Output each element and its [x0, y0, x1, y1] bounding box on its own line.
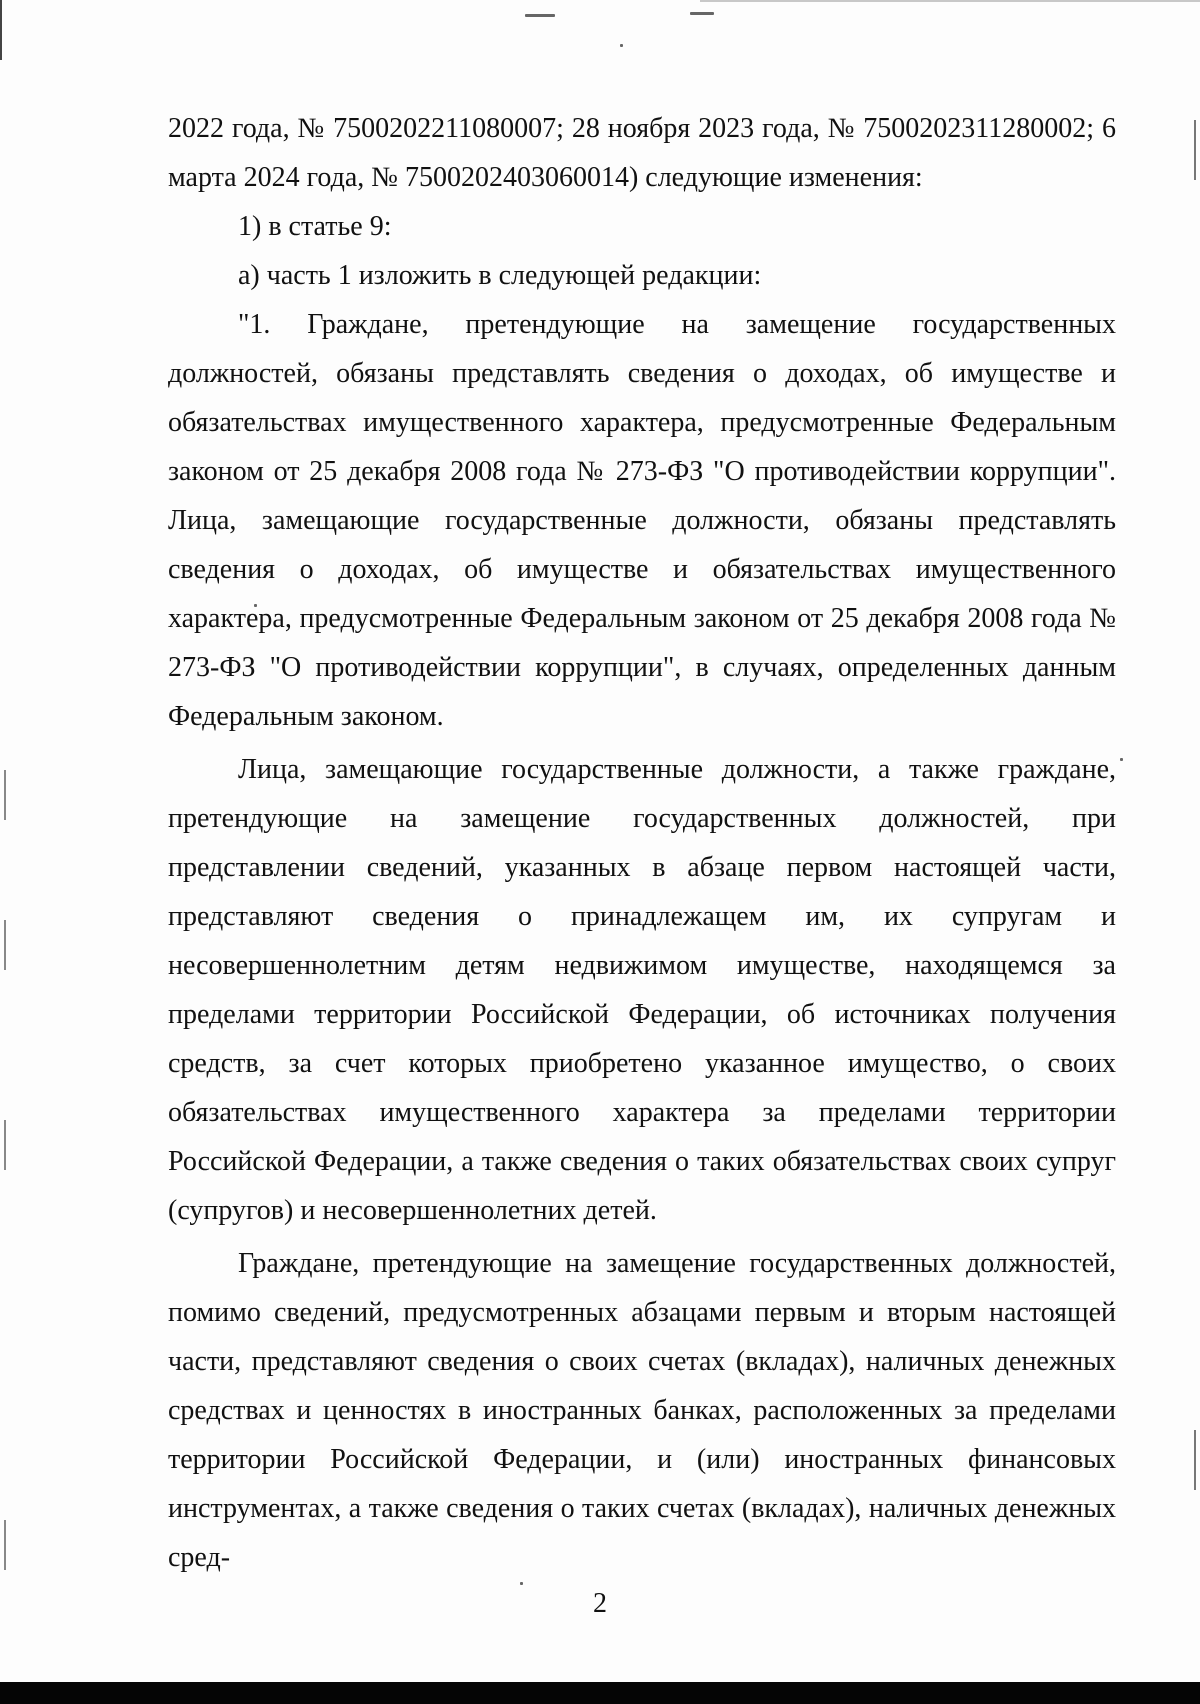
paragraph-intro: 2022 года, № 7500202211080007; 28 ноября 2023 года, № 7500202311280002; 6 марта 2024 года, № 7500202403060014) следующие изменения:: [168, 113, 1116, 193]
paragraph-item-1: 1) в статье 9:: [238, 211, 392, 242]
scan-artifact-speck: [620, 44, 623, 47]
scan-artifact-speck: [525, 14, 555, 17]
paragraph-item-1a: а) часть 1 изложить в следующей редакции:: [238, 260, 762, 291]
scan-artifact-top-line: [700, 0, 1200, 2]
scan-artifact-right-mark: [1194, 120, 1196, 180]
paragraph-part-1-first: "1. Граждане, претендующие на замещение государственных должностей, обязаны представлять сведения о доходах, об имуществе и обязательствах имущественного характера, предусмотренные Федеральным законом от 25 декабря 2008 года № 273-ФЗ "О противодействии коррупции". Лица, замещающие государственные должности, обязаны представлять сведения о доходах, об имуществе и обязательствах имущественного характера, предусмотренные Федеральным законом от 25 декабря 2008 года № 273-ФЗ "О противодействии коррупции", в случаях, определенных данным Федеральным законом.: [168, 309, 1116, 732]
scan-artifact-bottom-bar: [0, 1682, 1200, 1704]
scan-artifact-speck: [690, 12, 714, 15]
scan-artifact-left-mark: [4, 1120, 6, 1170]
page-number: 2: [593, 1588, 607, 1619]
scan-artifact-speck: [1120, 758, 1123, 761]
scan-artifact-left-mark: [4, 770, 6, 820]
scan-artifact-right-mark: [1194, 1430, 1196, 1490]
paragraph-part-1-second: Лица, замещающие государственные должности, а также граждане, претендующие на замещение государственных должностей, при представлении сведений, указанных в абзаце первом настоящей части, представляют сведения о принадлежащем им, их супругам и несовершеннолетним детям недвижимом имуществе, находящемся за пределами территории Российской Федерации, об источниках получения средств, за счет которых приобретено указанное имущество, о своих обязательствах имущественного характера за пределами территории Российской Федерации, а также сведения о таких обязательствах своих супруг (супругов) и несовершеннолетних детей.: [168, 754, 1116, 1226]
scan-artifact-left-mark: [4, 920, 6, 970]
scan-artifact-left-edge: [0, 0, 2, 60]
document-body: [168, 104, 1116, 1582]
paragraph-part-1-third: Граждане, претендующие на замещение государственных должностей, помимо сведений, предусмотренных абзацами первым и вторым настоящей части, представляют сведения о своих счетах (вкладах), наличных денежных средствах и ценностях в иностранных банках, расположенных за пределами территории Российской Федерации, и (или) иностранных финансовых инструментах, а также сведения о таких счетах (вкладах), наличных денежных сред-: [168, 1248, 1116, 1573]
scan-artifact-left-mark: [4, 1520, 6, 1570]
